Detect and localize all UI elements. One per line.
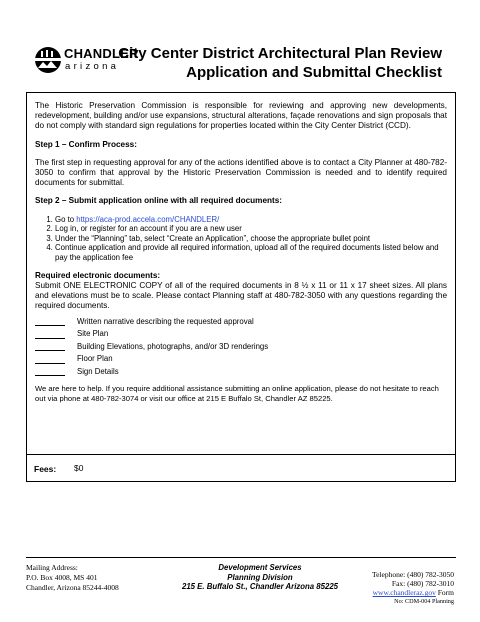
help-text: We are here to help. If you require additional assistance submitting an online application, please do not hesitate to reach out via phone at 480-782-3074 or visit our office at 215 E Buffalo St, Chandler AZ 85225. bbox=[35, 383, 439, 403]
list-item bbox=[55, 215, 447, 225]
logo-state: arizona bbox=[65, 61, 120, 72]
checkbox-blank[interactable] bbox=[35, 330, 65, 339]
required-docs-checklist bbox=[35, 315, 447, 378]
checklist-row bbox=[35, 365, 447, 378]
list-item: 4. Continue application and provide all required information, upload all of the required documents listed below and pay the application fee bbox=[55, 243, 447, 262]
list-item: 3. Under the “Planning” tab, select “Create an Application”, choose the appropriate bullet point bbox=[55, 234, 447, 244]
checklist-row bbox=[35, 353, 447, 366]
checklist-item: Written narrative describing the requested approval bbox=[77, 316, 254, 326]
mailing-address-line: P.O. Box 4008, MS 401 bbox=[26, 573, 98, 582]
checklist-row bbox=[35, 340, 447, 353]
checkbox-blank[interactable] bbox=[35, 317, 65, 326]
checklist-row bbox=[35, 315, 447, 328]
checklist-content bbox=[35, 101, 447, 404]
required-docs-heading: Required electronic documents: bbox=[35, 270, 161, 280]
mailing-address-line: Mailing Address: bbox=[26, 563, 78, 572]
checkbox-blank[interactable] bbox=[35, 342, 65, 351]
mailing-address-line: Chandler, Arizona 85244-4008 bbox=[26, 583, 119, 592]
checkbox-blank[interactable] bbox=[35, 355, 65, 364]
footer-divider bbox=[26, 557, 456, 558]
required-docs-text: Submit ONE ELECTRONIC COPY of all of the required documents in 8 ½ x 11 or 11 x 17 sheet sizes. All plans and elevations must be to scale. Please contact Planning staff at 480-782-3050 with any questions regarding the required documents. bbox=[35, 280, 447, 311]
page-title bbox=[118, 44, 442, 82]
title-line-2: Application and Submittal Checklist bbox=[186, 64, 442, 81]
website-link[interactable]: www.chandleraz.gov bbox=[372, 588, 436, 598]
checkbox-blank[interactable] bbox=[35, 367, 65, 376]
accela-link[interactable]: https://aca-prod.accela.com/CHANDLER/ bbox=[76, 214, 220, 224]
checklist-box bbox=[26, 92, 456, 482]
fax: Fax: (480) 782-3010 bbox=[391, 579, 454, 589]
form-label: Form bbox=[435, 588, 454, 598]
form-number: No: CDM-004 Planning bbox=[394, 597, 454, 605]
fees-label: Fees: bbox=[34, 464, 57, 474]
fees-value: $0 bbox=[74, 463, 84, 473]
department-line: Development Services bbox=[218, 563, 302, 572]
chandler-city-logo-icon bbox=[34, 46, 62, 74]
step1-heading: Step 1 – Confirm Process: bbox=[35, 139, 137, 149]
telephone: Telephone: (480) 782-3050 bbox=[372, 570, 454, 579]
contact-info bbox=[372, 570, 454, 605]
title-line-1: City Center District Architectural Plan Review bbox=[118, 45, 442, 62]
checklist-item: Floor Plan bbox=[77, 354, 113, 364]
step1-text: The first step in requesting approval for any of the actions identified above is to contact a City Planner at 480-782-3050 to confirm that approval by the Historic Preservation Commission is needed and to identify required documents for submittal. bbox=[35, 157, 447, 188]
department-line: 215 E. Buffalo St., Chandler Arizona 85225 bbox=[182, 582, 338, 592]
logo-name: CHANDLER bbox=[64, 46, 139, 61]
list-item: 2. Log in, or register for an account if you are a new user bbox=[55, 224, 447, 234]
checklist-item: Sign Details bbox=[77, 366, 119, 376]
mailing-address bbox=[26, 563, 119, 593]
step2-heading: Step 2 – Submit application online with all required documents: bbox=[35, 196, 283, 206]
checklist-row bbox=[35, 328, 447, 341]
checklist-item: Building Elevations, photographs, and/or 3D renderings bbox=[77, 341, 269, 351]
list-item-text: Go to bbox=[55, 214, 77, 224]
department-info bbox=[170, 563, 350, 592]
fees-row bbox=[26, 454, 456, 482]
department-line: Planning Division bbox=[227, 572, 293, 582]
step2-list bbox=[35, 215, 447, 263]
intro-paragraph: The Historic Preservation Commission is responsible for reviewing and approving new developments, redevelopment, building and/or use expansions, structural alterations, façade renovations and sign proposals that do not comply with standard sign regulations for properties located within the City Center District (CCD). bbox=[35, 101, 447, 131]
checklist-item: Site Plan bbox=[77, 329, 109, 339]
